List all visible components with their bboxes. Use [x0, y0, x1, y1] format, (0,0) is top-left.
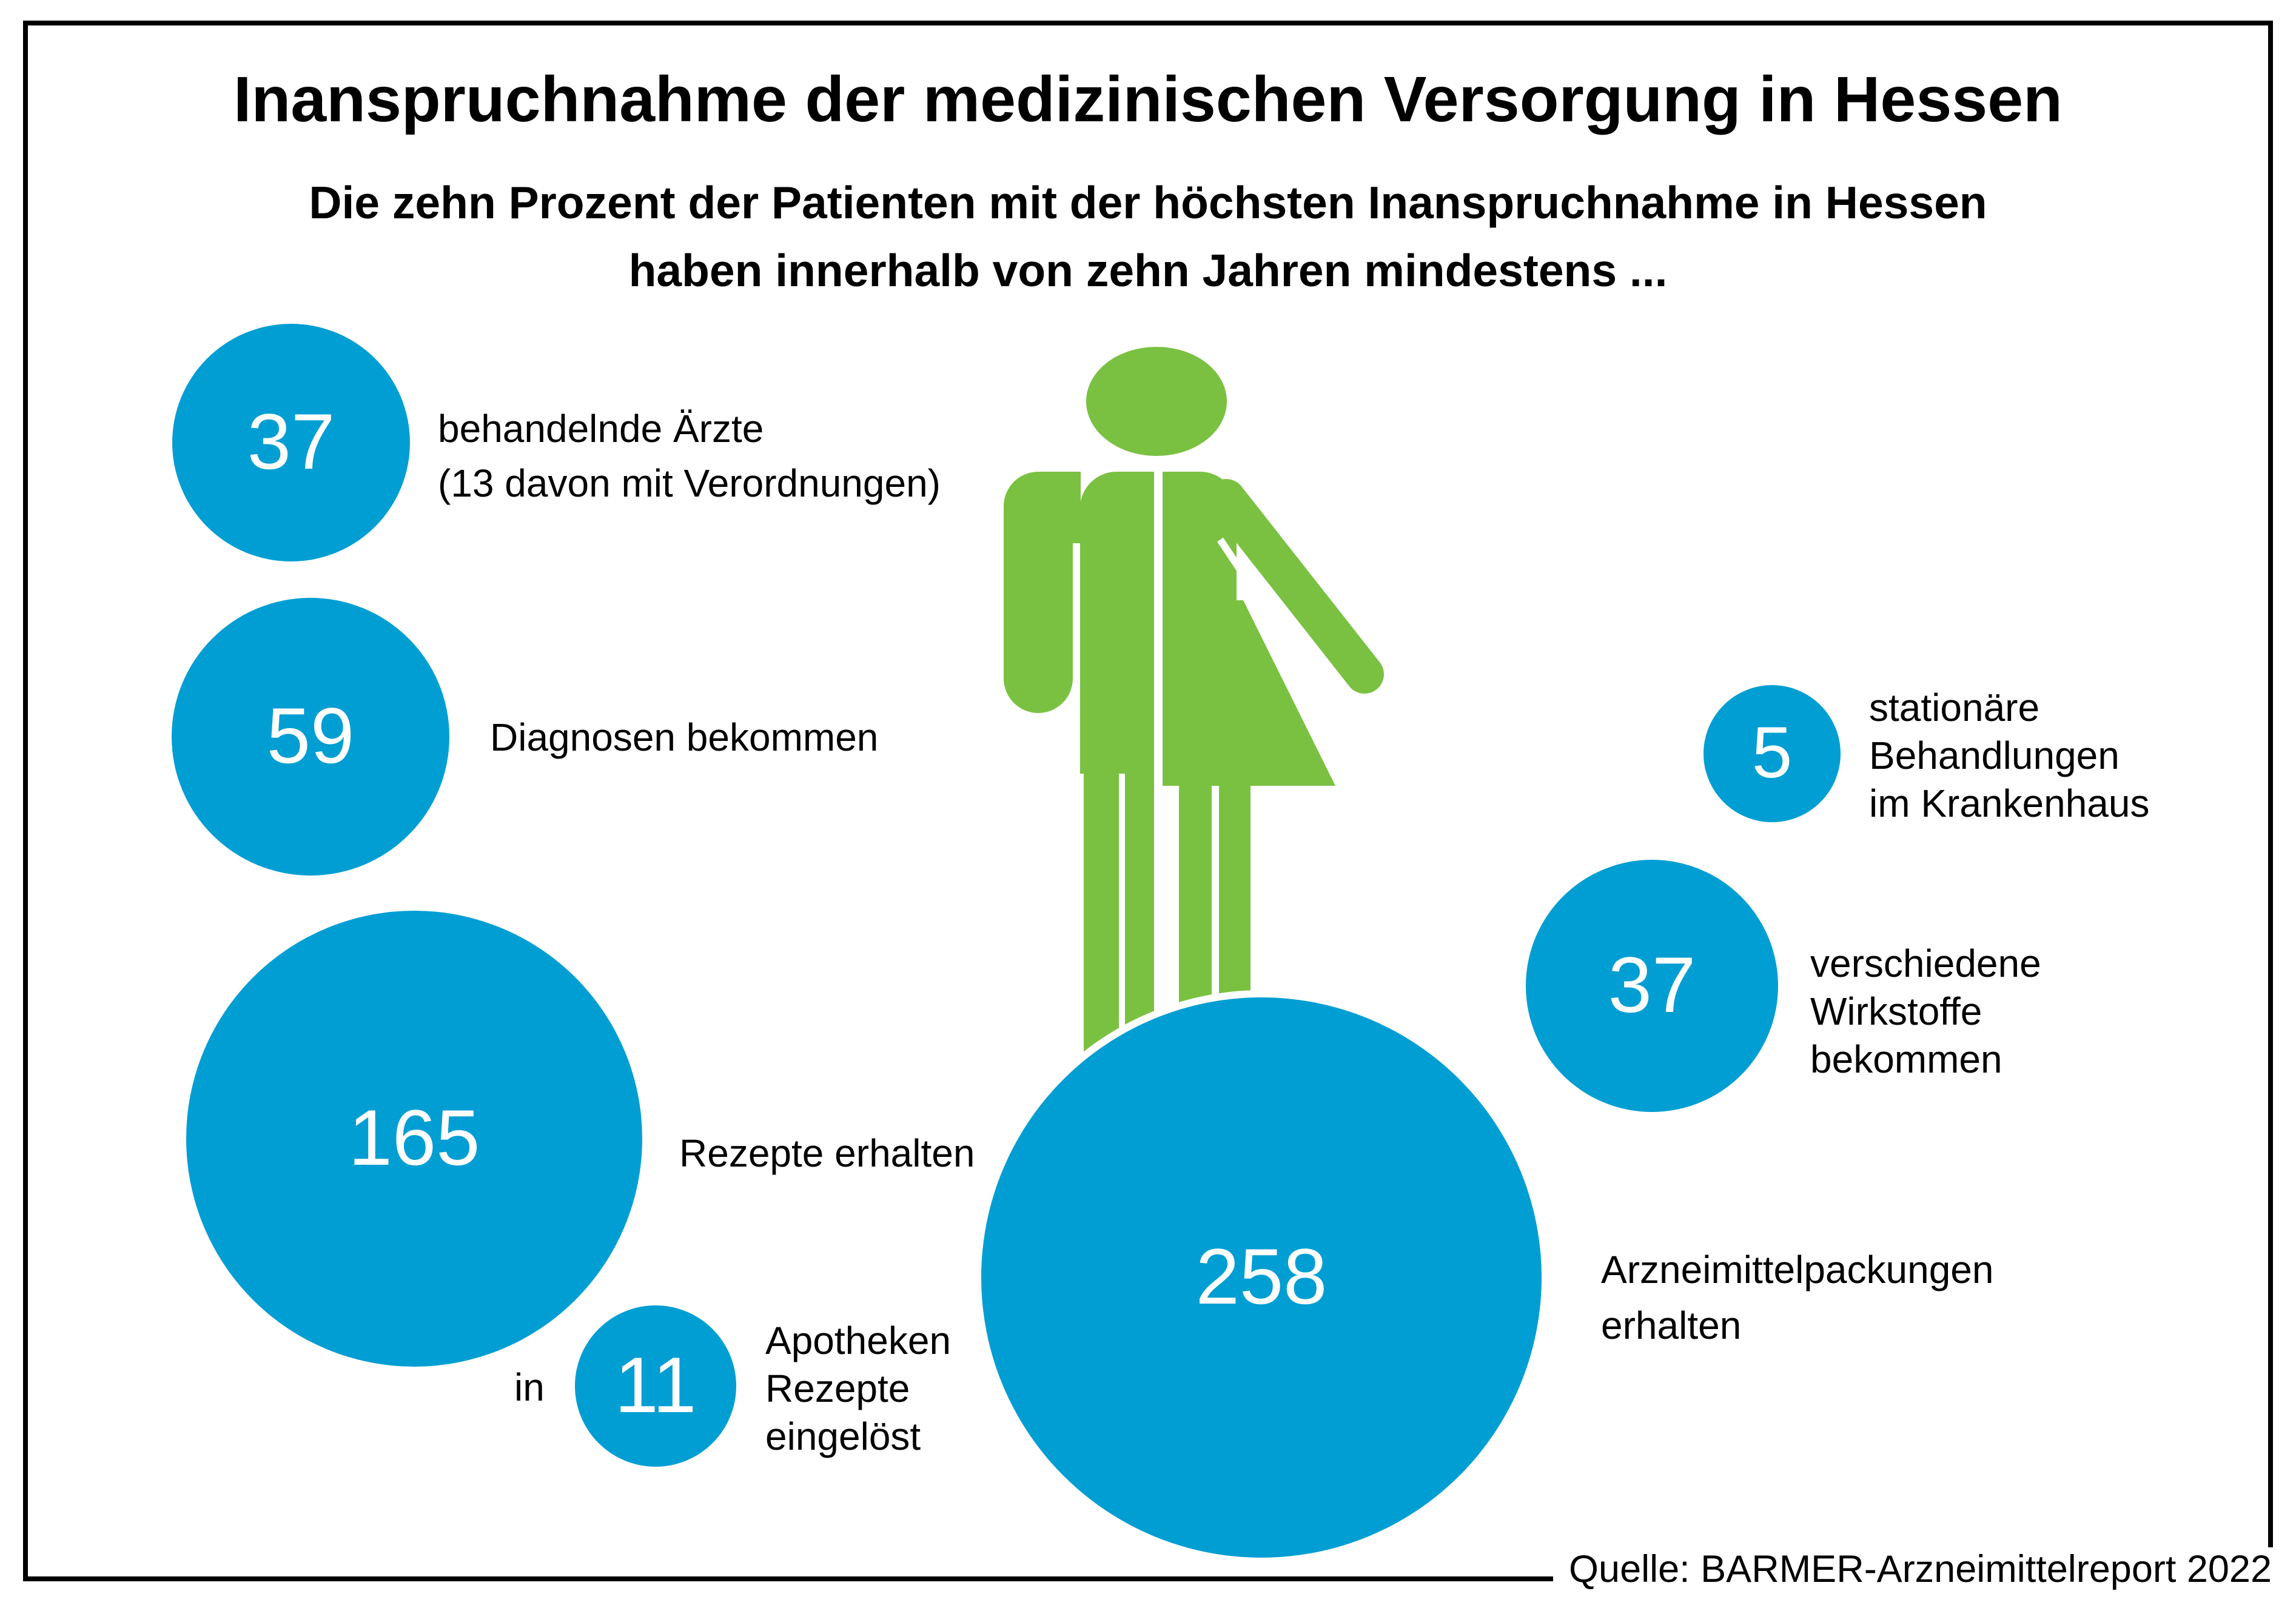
label-substances-line-3: bekommen — [1810, 1037, 2002, 1081]
label-pharmacies-prefix — [514, 1363, 545, 1412]
label-drug-packs-line-2: erhalten — [1601, 1304, 1742, 1347]
label-substances — [1810, 940, 2041, 1083]
bubble-pharmacies — [575, 1305, 736, 1467]
label-diagnoses-line-1: Diagnosen bekommen — [490, 715, 879, 759]
label-pharmacies-line-1: Apotheken — [765, 1319, 952, 1362]
label-doctors-line-1: behandelnde Ärzte — [438, 407, 764, 450]
label-diagnoses — [490, 713, 878, 762]
label-pharmacies-line-3: eingelöst — [765, 1415, 921, 1458]
bubble-drug-packs — [981, 997, 1542, 1558]
label-doctors-line-2: (13 davon mit Verordnungen) — [438, 461, 941, 505]
bubble-doctors-value: 37 — [247, 397, 335, 486]
label-doctors — [438, 401, 941, 511]
bubble-substances-value: 37 — [1608, 940, 1696, 1029]
bubble-prescriptions — [186, 911, 642, 1367]
bubble-hospital — [1704, 685, 1841, 822]
page-title: Inanspruchnahme der medizinischen Versorgung in Hessen — [233, 64, 2063, 135]
source-note: Quelle: BARMER-Arzneimittelreport 2022 — [1553, 1547, 2275, 1597]
bubble-substances — [1526, 860, 1778, 1112]
subtitle-line-2: haben innerhalb von zehn Jahren mindestens ... — [628, 245, 1668, 296]
bubble-diagnoses-value: 59 — [266, 691, 355, 780]
page-subtitle — [23, 169, 2273, 304]
label-pharmacies-line-2: Rezepte — [765, 1367, 910, 1410]
label-drug-packs-line-1: Arzneimittelpackungen — [1601, 1248, 1994, 1291]
label-hospital — [1869, 684, 2149, 828]
label-hospital-line-1: stationäre — [1869, 686, 2040, 729]
label-drug-packs — [1601, 1242, 1993, 1353]
bubble-diagnoses — [172, 598, 449, 876]
label-substances-line-1: verschiedene — [1810, 942, 2041, 985]
label-hospital-line-3: im Krankenhaus — [1869, 782, 2150, 825]
bubble-pharmacies-value: 11 — [614, 1341, 697, 1429]
person-head — [1086, 347, 1227, 456]
bubble-doctors — [172, 324, 410, 561]
bubble-hospital-value: 5 — [1751, 712, 1793, 793]
label-prescriptions — [679, 1129, 975, 1177]
bubble-drug-packs-value: 258 — [1195, 1232, 1328, 1321]
label-substances-line-2: Wirkstoffe — [1810, 990, 1982, 1033]
subtitle-line-1: Die zehn Prozent der Patienten mit der höchsten Inanspruchnahme in Hessen — [309, 177, 1987, 228]
label-prescriptions-line-1: Rezepte erhalten — [679, 1131, 975, 1175]
label-pharmacies — [765, 1317, 951, 1461]
label-hospital-line-2: Behandlungen — [1869, 734, 2120, 777]
bubble-prescriptions-value: 165 — [348, 1093, 480, 1182]
label-pharmacies-prefix-text: in — [514, 1365, 545, 1409]
